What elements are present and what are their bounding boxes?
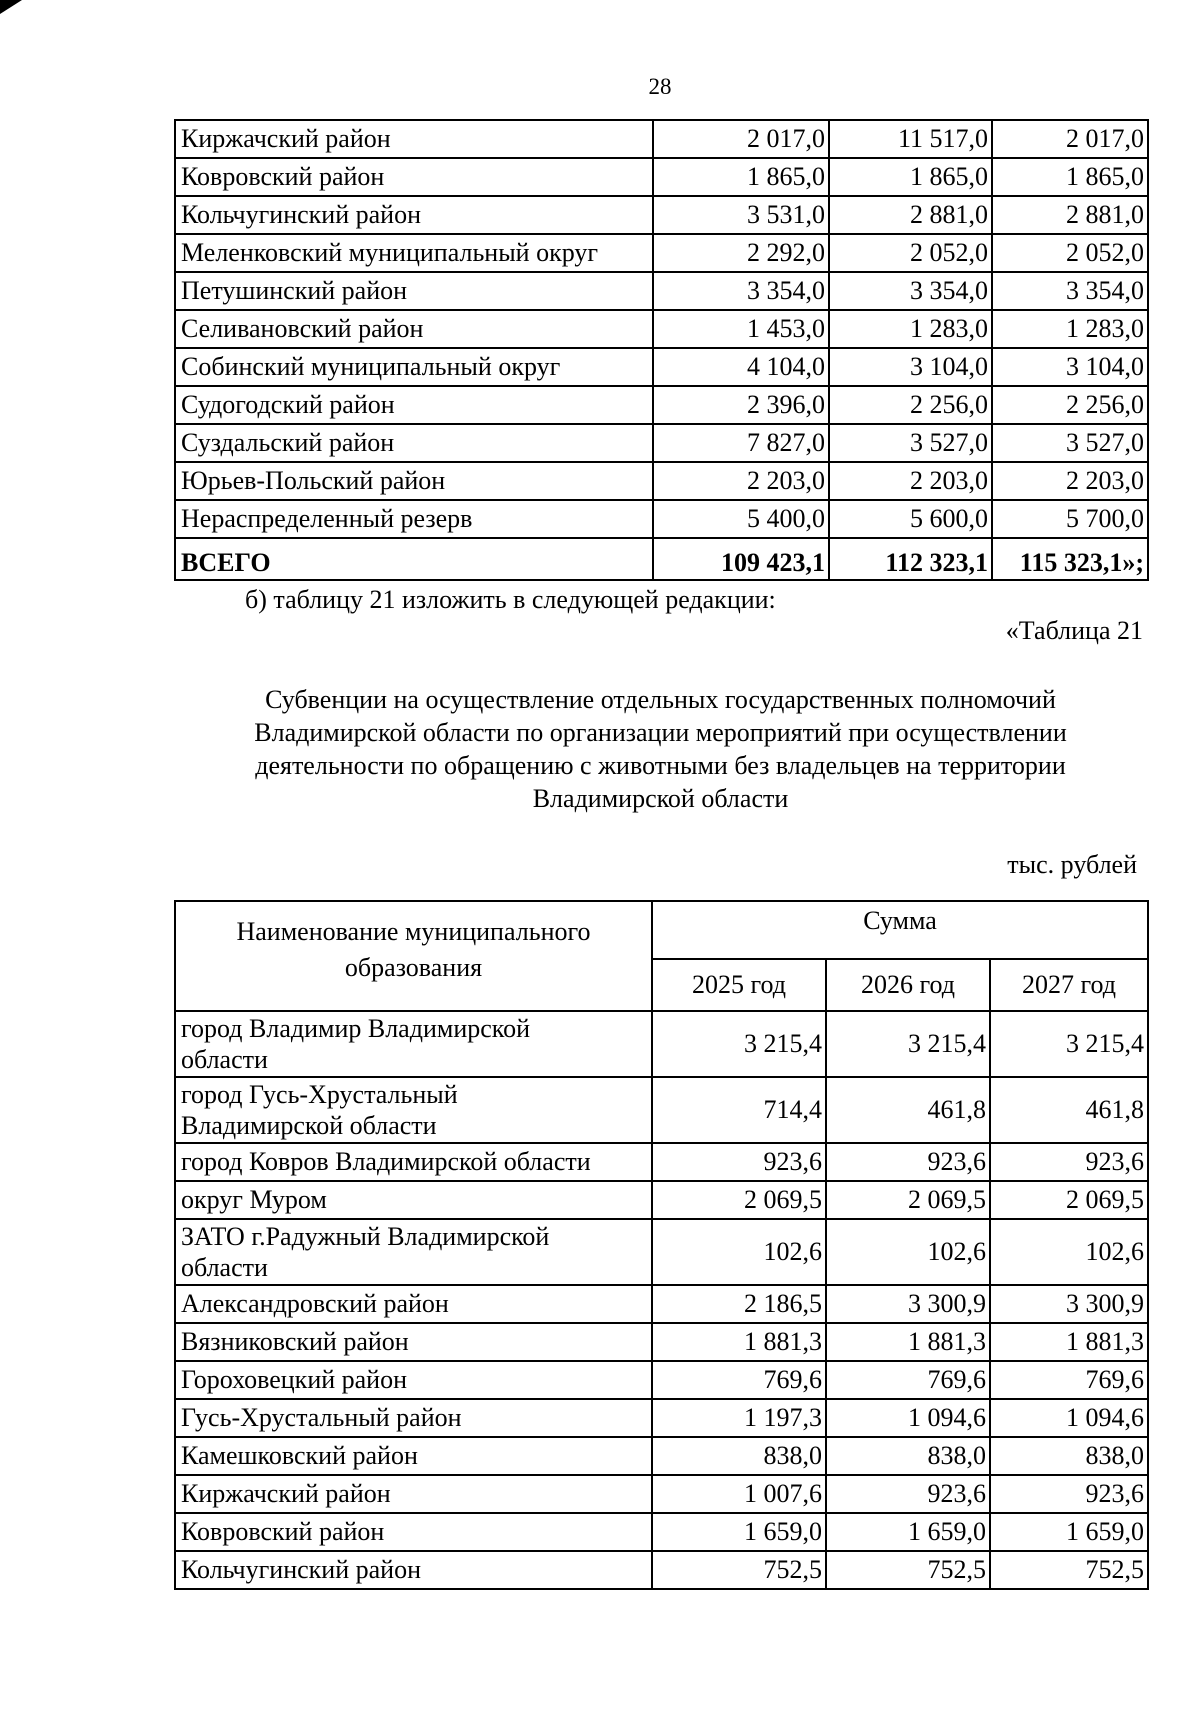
value-2027: 2 017,0 <box>992 120 1148 158</box>
table-label: «Таблица 21 <box>1005 616 1143 645</box>
value-2026: 461,8 <box>826 1077 990 1143</box>
total-row <box>175 538 1148 580</box>
row-name <box>175 1077 652 1143</box>
value-2026: 1 094,6 <box>826 1399 990 1437</box>
value-2027: 102,6 <box>990 1219 1148 1285</box>
value-2027: 923,6 <box>990 1475 1148 1513</box>
table-row <box>175 234 1148 272</box>
value-2026: 1 881,3 <box>826 1323 990 1361</box>
header-name-line: образования <box>344 953 483 982</box>
value-2026: 5 600,0 <box>829 500 992 538</box>
value-2025: 1 007,6 <box>652 1475 826 1513</box>
closing-quote: »; <box>1122 548 1144 577</box>
row-name: Суздальский район <box>175 424 653 462</box>
caption-line: Субвенции на осуществление отдельных государственных полномочий <box>265 685 1056 714</box>
total-2025: 109 423,1 <box>653 538 829 580</box>
value-2026: 11 517,0 <box>829 120 992 158</box>
value-2027: 2 052,0 <box>992 234 1148 272</box>
value-2025: 2 017,0 <box>653 120 829 158</box>
value-2027: 2 881,0 <box>992 196 1148 234</box>
table-row <box>175 120 1148 158</box>
total-2026: 112 323,1 <box>829 538 992 580</box>
table-row <box>175 1219 1148 1285</box>
table-row <box>175 1399 1148 1437</box>
table-21 <box>174 900 1149 1590</box>
value-2026: 1 865,0 <box>829 158 992 196</box>
value-2027: 838,0 <box>990 1437 1148 1475</box>
table-row <box>175 158 1148 196</box>
value-2026: 923,6 <box>826 1475 990 1513</box>
table-row <box>175 1011 1148 1077</box>
value-2027: 3 215,4 <box>990 1011 1148 1077</box>
value-2026: 838,0 <box>826 1437 990 1475</box>
column-header-2025: 2025 год <box>652 959 826 1011</box>
amendment-instruction: б) таблицу 21 изложить в следующей редакции: <box>245 585 776 614</box>
row-name-line: ЗАТО г.Радужный Владимирской <box>181 1222 550 1251</box>
column-header-sum: Сумма <box>652 901 1148 959</box>
value-2027: 923,6 <box>990 1143 1148 1181</box>
value-2027: 3 527,0 <box>992 424 1148 462</box>
value-2025: 2 203,0 <box>653 462 829 500</box>
value-2026: 752,5 <box>826 1551 990 1589</box>
value-2026: 1 283,0 <box>829 310 992 348</box>
value-2025: 714,4 <box>652 1077 826 1143</box>
row-name: Судогодский район <box>175 386 653 424</box>
row-name: Ковровский район <box>175 158 653 196</box>
row-name: Собинский муниципальный округ <box>175 348 653 386</box>
value-2025: 4 104,0 <box>653 348 829 386</box>
table-row <box>175 424 1148 462</box>
value-2027: 1 659,0 <box>990 1513 1148 1551</box>
value-2025: 2 069,5 <box>652 1181 826 1219</box>
row-name: Нераспределенный резерв <box>175 500 653 538</box>
value-2027: 2 203,0 <box>992 462 1148 500</box>
value-2027: 2 256,0 <box>992 386 1148 424</box>
row-name: Александровский район <box>175 1285 652 1323</box>
value-2026: 102,6 <box>826 1219 990 1285</box>
header-name-line: Наименование муниципального <box>236 917 591 946</box>
table-20-continuation <box>174 119 1149 581</box>
value-2026: 2 069,5 <box>826 1181 990 1219</box>
row-name: город Ковров Владимирской области <box>175 1143 652 1181</box>
value-2026: 3 354,0 <box>829 272 992 310</box>
value-2026: 2 881,0 <box>829 196 992 234</box>
row-name: Гороховецкий район <box>175 1361 652 1399</box>
value-2027: 461,8 <box>990 1077 1148 1143</box>
table-row <box>175 1551 1148 1589</box>
value-2027: 1 881,3 <box>990 1323 1148 1361</box>
value-2025: 3 215,4 <box>652 1011 826 1077</box>
value-2025: 1 865,0 <box>653 158 829 196</box>
row-name: Камешковский район <box>175 1437 652 1475</box>
row-name-line: город Гусь-Хрустальный <box>181 1080 458 1109</box>
table-row <box>175 310 1148 348</box>
table-row <box>175 348 1148 386</box>
table-row <box>175 1077 1148 1143</box>
value-2025: 1 659,0 <box>652 1513 826 1551</box>
value-2026: 3 104,0 <box>829 348 992 386</box>
row-name: округ Муром <box>175 1181 652 1219</box>
row-name: Меленковский муниципальный округ <box>175 234 653 272</box>
row-name: Гусь-Хрустальный район <box>175 1399 652 1437</box>
value-2026: 3 215,4 <box>826 1011 990 1077</box>
value-2025: 2 292,0 <box>653 234 829 272</box>
table-row <box>175 1323 1148 1361</box>
caption-line: Владимирской области по организации мероприятий при осуществлении <box>254 718 1067 747</box>
table-row <box>175 196 1148 234</box>
row-name-line: области <box>181 1045 268 1074</box>
value-2025: 923,6 <box>652 1143 826 1181</box>
value-2027: 2 069,5 <box>990 1181 1148 1219</box>
row-name: Селивановский район <box>175 310 653 348</box>
units-label: тыс. рублей <box>1007 850 1137 879</box>
value-2026: 2 256,0 <box>829 386 992 424</box>
value-2025: 2 396,0 <box>653 386 829 424</box>
row-name-line: город Владимир Владимирской <box>181 1014 530 1043</box>
row-name-line: области <box>181 1253 268 1282</box>
value-2027: 3 354,0 <box>992 272 1148 310</box>
row-name: Ковровский район <box>175 1513 652 1551</box>
row-name: Вязниковский район <box>175 1323 652 1361</box>
value-2026: 2 203,0 <box>829 462 992 500</box>
value-2027: 752,5 <box>990 1551 1148 1589</box>
table-row <box>175 1181 1148 1219</box>
row-name <box>175 1011 652 1077</box>
table-caption <box>174 683 1147 815</box>
table-row <box>175 1437 1148 1475</box>
row-name: Юрьев-Польский район <box>175 462 653 500</box>
row-name <box>175 1219 652 1285</box>
value-2026: 3 527,0 <box>829 424 992 462</box>
value-2025: 1 197,3 <box>652 1399 826 1437</box>
row-name: Киржачский район <box>175 120 653 158</box>
table-row <box>175 1143 1148 1181</box>
value-2025: 102,6 <box>652 1219 826 1285</box>
row-name: Кольчугинский район <box>175 1551 652 1589</box>
caption-line: деятельности по обращению с животными без владельцев на территории <box>255 751 1066 780</box>
column-header-2026: 2026 год <box>826 959 990 1011</box>
value-2025: 769,6 <box>652 1361 826 1399</box>
value-2027: 1 094,6 <box>990 1399 1148 1437</box>
value-2026: 2 052,0 <box>829 234 992 272</box>
value-2027: 3 104,0 <box>992 348 1148 386</box>
value-2026: 3 300,9 <box>826 1285 990 1323</box>
value-2025: 7 827,0 <box>653 424 829 462</box>
column-header-name <box>175 901 652 1011</box>
value-2025: 5 400,0 <box>653 500 829 538</box>
value-2026: 769,6 <box>826 1361 990 1399</box>
value-2025: 752,5 <box>652 1551 826 1589</box>
page-number: 28 <box>648 74 672 99</box>
scan-corner-mark <box>0 0 22 14</box>
caption-line: Владимирской области <box>532 784 789 813</box>
total-2027 <box>992 538 1148 580</box>
row-name-line: Владимирской области <box>181 1111 437 1140</box>
table-row <box>175 1475 1148 1513</box>
value-2027: 3 300,9 <box>990 1285 1148 1323</box>
value-2026: 923,6 <box>826 1143 990 1181</box>
table-row <box>175 462 1148 500</box>
total-2027-value: 115 323,1 <box>1019 548 1123 577</box>
value-2027: 5 700,0 <box>992 500 1148 538</box>
value-2027: 1 283,0 <box>992 310 1148 348</box>
value-2027: 769,6 <box>990 1361 1148 1399</box>
row-name: Петушинский район <box>175 272 653 310</box>
value-2025: 3 354,0 <box>653 272 829 310</box>
total-label: ВСЕГО <box>175 538 653 580</box>
table-row <box>175 386 1148 424</box>
table-row <box>175 1285 1148 1323</box>
value-2026: 1 659,0 <box>826 1513 990 1551</box>
value-2025: 1 881,3 <box>652 1323 826 1361</box>
value-2027: 1 865,0 <box>992 158 1148 196</box>
table-row <box>175 1361 1148 1399</box>
value-2025: 3 531,0 <box>653 196 829 234</box>
table-row <box>175 272 1148 310</box>
table-row <box>175 1513 1148 1551</box>
header-row <box>175 901 1148 959</box>
value-2025: 838,0 <box>652 1437 826 1475</box>
value-2025: 1 453,0 <box>653 310 829 348</box>
row-name: Киржачский район <box>175 1475 652 1513</box>
table-row <box>175 500 1148 538</box>
row-name: Кольчугинский район <box>175 196 653 234</box>
column-header-2027: 2027 год <box>990 959 1148 1011</box>
value-2025: 2 186,5 <box>652 1285 826 1323</box>
